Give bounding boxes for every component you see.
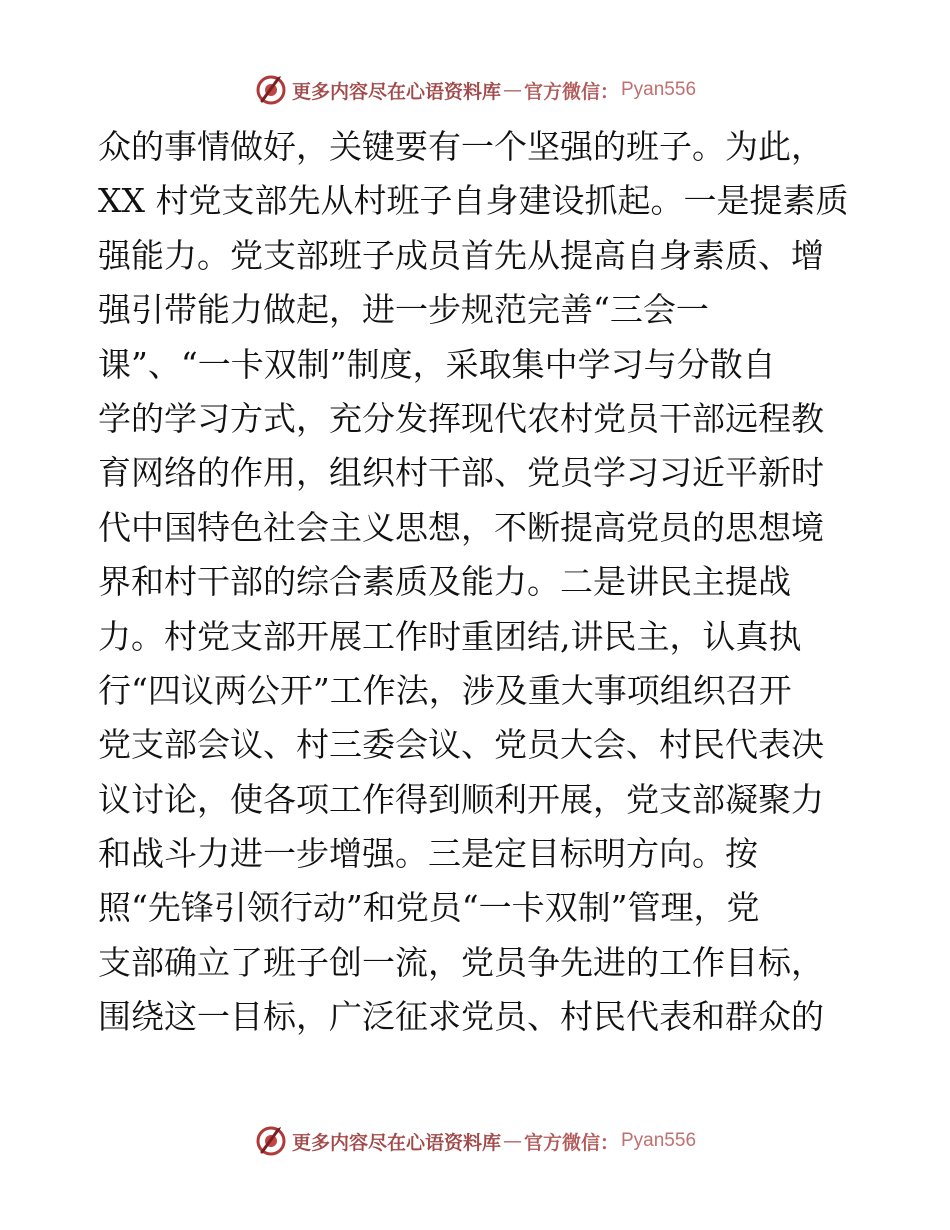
text-line: 强能力。党支部班子成员首先从提高自身素质、增	[98, 235, 824, 275]
text-line: 众的事情做好，关键要有一个坚强的班子。为此，	[98, 127, 824, 166]
header-wechat-label: 官方微信：	[523, 80, 619, 103]
text-line: 行“四议两公开”工作法，涉及重大事项组织召开	[98, 670, 792, 710]
document-body	[98, 120, 858, 1045]
text-line: 学的学习方式，充分发挥现代农村党员干部远程教	[98, 398, 824, 438]
brand-logo-icon	[254, 1124, 288, 1158]
header-watermark	[0, 70, 950, 110]
text-line: 育网络的作用，组织村干部、党员学习习近平新时	[98, 453, 824, 493]
footer-separator: —	[502, 1130, 522, 1152]
text-line: 支部确立了班子创一流，党员争先进的工作目标，	[98, 942, 824, 982]
text-line: 围绕这一目标，广泛征求党员、村民代表和群众的	[98, 997, 824, 1037]
header-wechat-id: Pyan556	[621, 79, 697, 100]
header-brand-text: 更多内容尽在心语资料库	[291, 80, 501, 103]
text-line: XX 村党支部先从村班子自身建设抓起。一是提素质	[98, 181, 849, 221]
text-line: 力。村党支部开展工作时重团结,讲民主，认真执	[98, 616, 802, 656]
text-line: 界和村干部的综合素质及能力。二是讲民主提战	[98, 562, 791, 602]
text-line: 议讨论，使各项工作得到顺利开展，党支部凝聚力	[98, 779, 824, 819]
text-line: 代中国特色社会主义思想，不断提高党员的思想境	[98, 507, 824, 547]
footer-brand-text: 更多内容尽在心语资料库	[291, 1131, 501, 1154]
brand-logo-icon	[254, 73, 288, 107]
text-line: 照“先锋引领行动”和党员“一卡双制”管理，党	[98, 888, 760, 928]
footer-wechat-label: 官方微信：	[523, 1131, 619, 1154]
text-line: 和战斗力进一步增强。三是定目标明方向。按	[98, 834, 758, 874]
footer-watermark	[0, 1121, 950, 1161]
header-separator: —	[502, 79, 522, 101]
text-line: 课”、“一卡双制”制度，采取集中学习与分散自	[98, 344, 776, 384]
footer-wechat-id: Pyan556	[621, 1130, 697, 1151]
text-line: 党支部会议、村三委会议、党员大会、村民代表决	[98, 725, 824, 765]
text-line: 强引带能力做起，进一步规范完善“三会一	[98, 290, 709, 330]
